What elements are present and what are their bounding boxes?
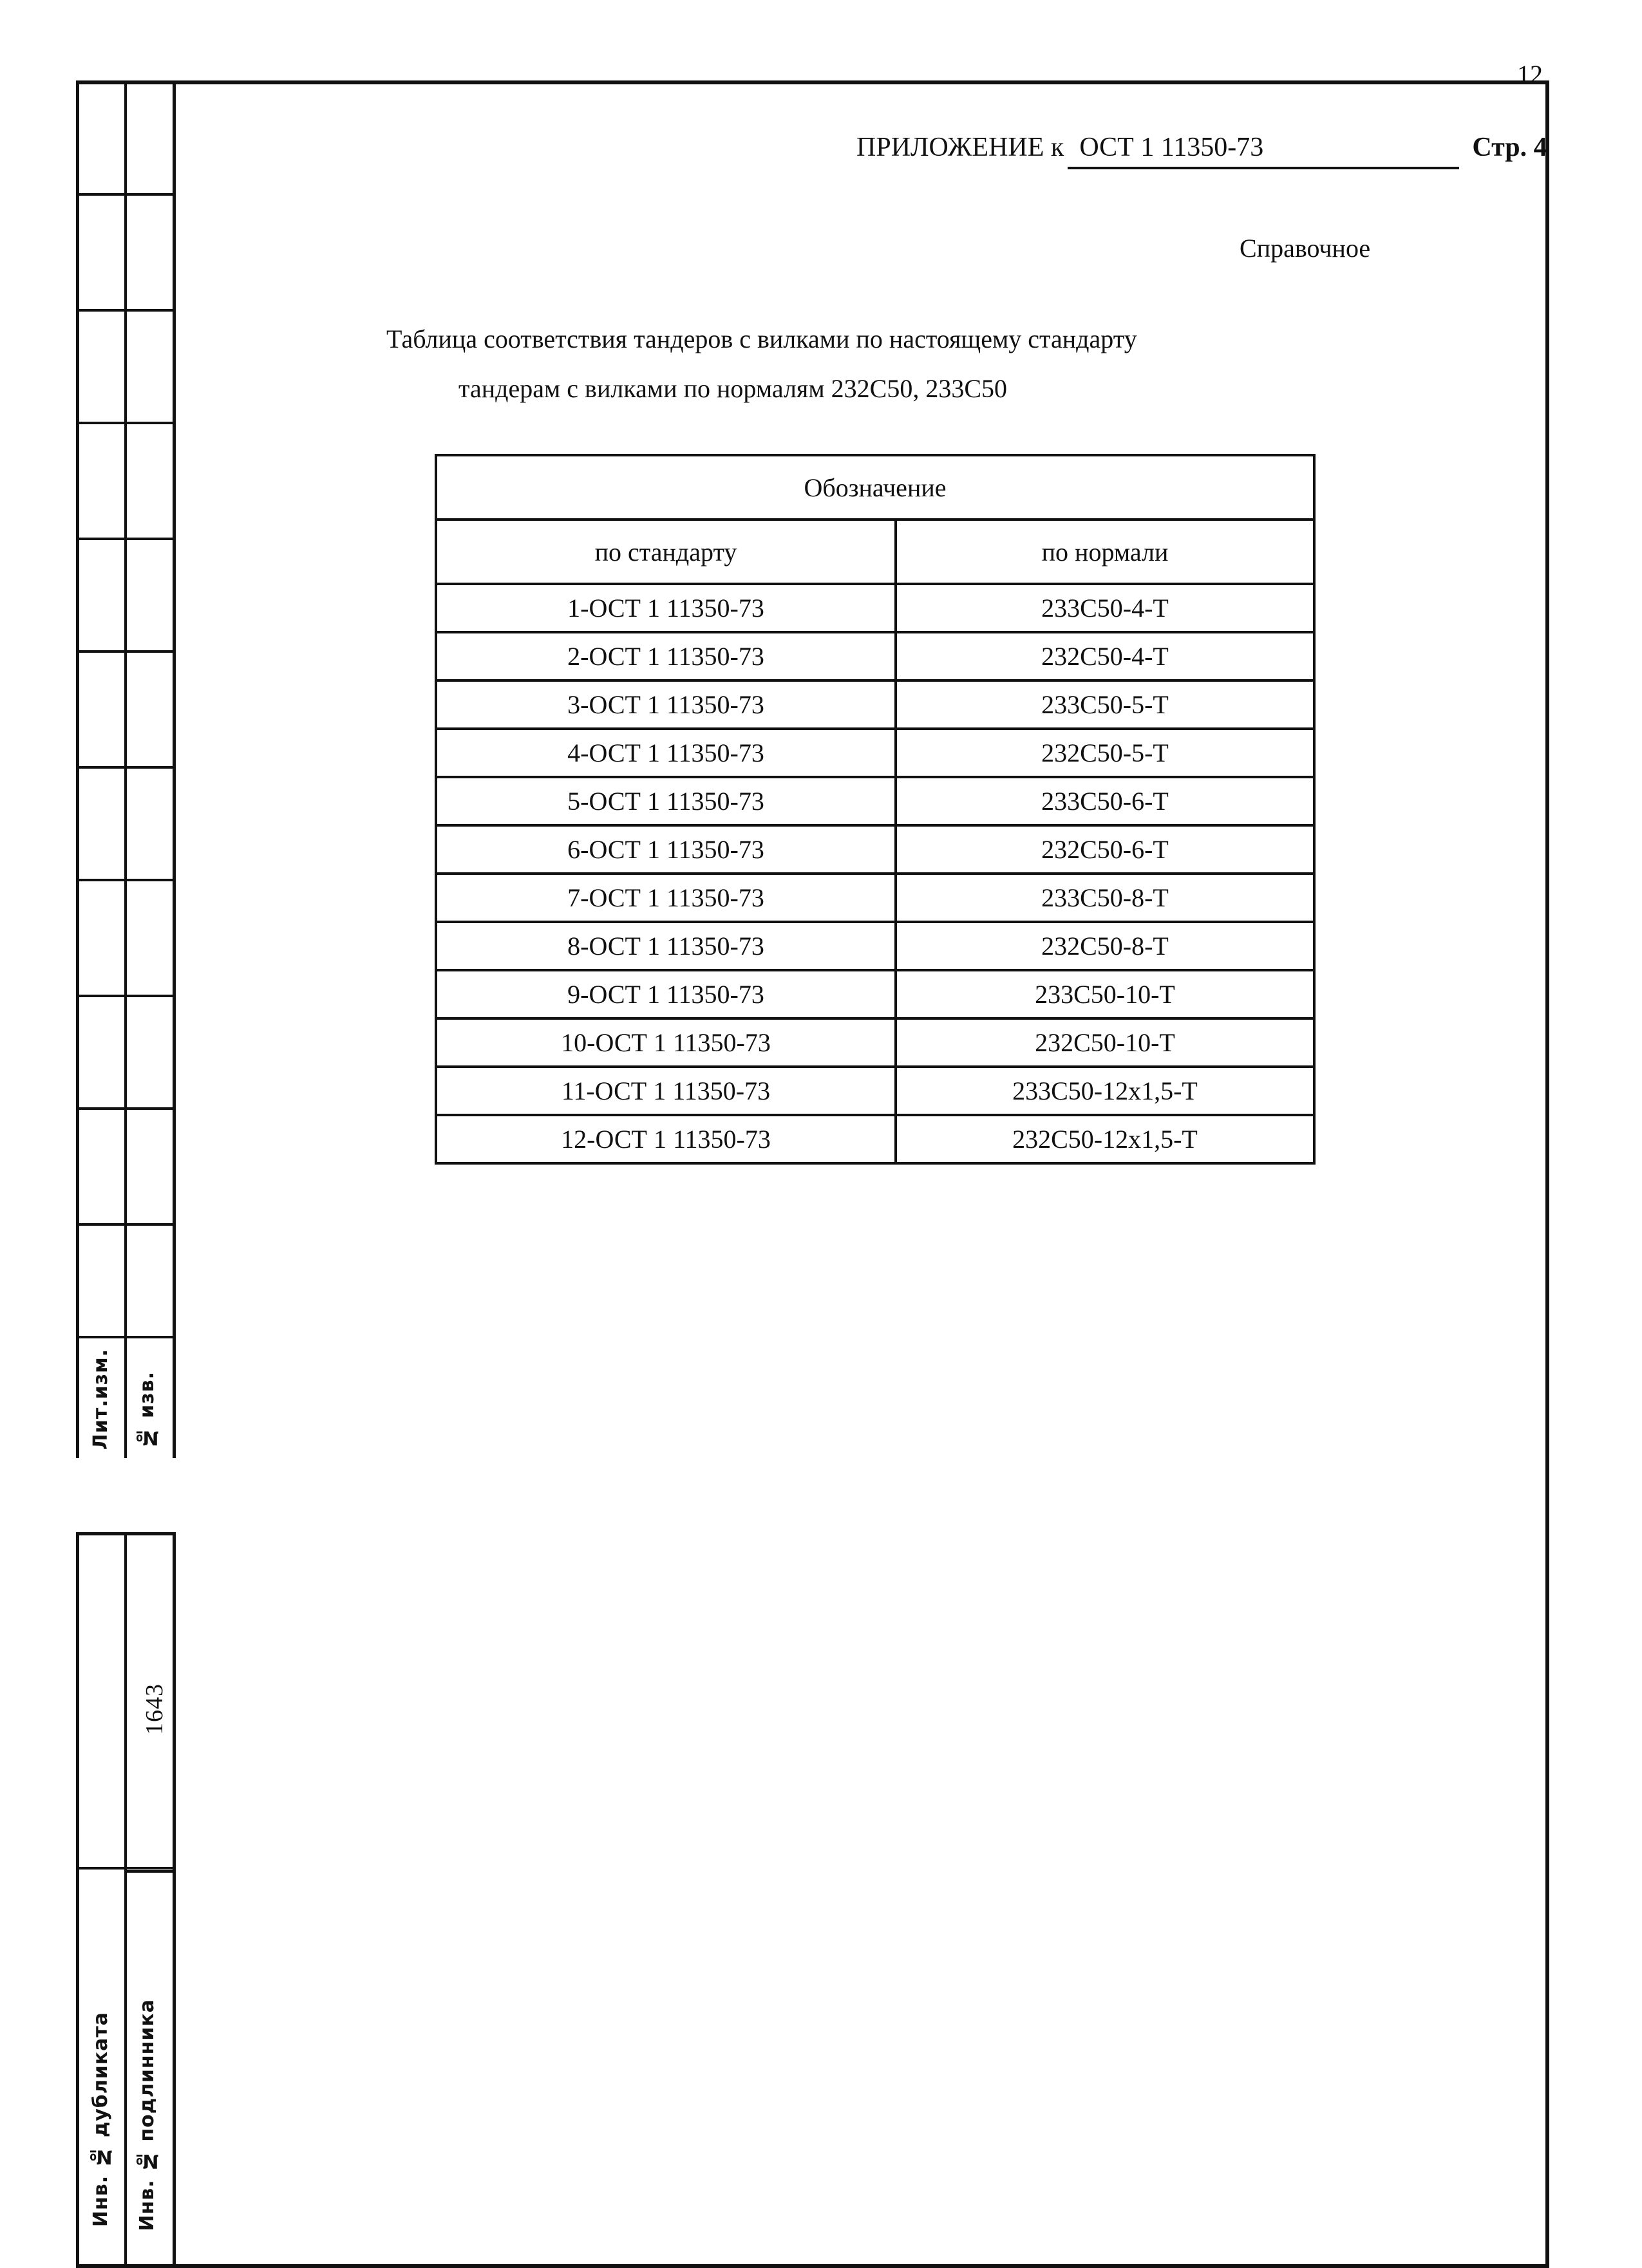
strip-cell-line [79, 1336, 173, 1338]
header-prefix: ПРИЛОЖЕНИЕ к [856, 133, 1064, 162]
table-title-line-2: тандерам с вилками по нормалям 232С50, 233С50 [458, 374, 1007, 403]
strip-cell-line [79, 879, 173, 881]
header-page-label: Стр. 4 [1472, 133, 1547, 162]
cell-standard: 12-ОСТ 1 11350-73 [436, 1115, 896, 1163]
page-header [856, 132, 1547, 169]
strip-cell-line [79, 766, 173, 769]
no-izv-label: № изв. [136, 1371, 158, 1449]
cell-norm: 233С50-12х1,5-Т [896, 1067, 1314, 1115]
page-number: 12 [1517, 60, 1543, 89]
cell-norm: 233С50-10-Т [896, 970, 1314, 1018]
table-row [436, 970, 1314, 1018]
cell-standard: 3-ОСТ 1 11350-73 [436, 680, 896, 729]
strip-divider [124, 1535, 127, 2265]
column-header-norm: по нормали [896, 520, 1314, 584]
inv-dubl-label: Инв. № дубликата [90, 2012, 112, 2227]
strip-cell-line [79, 1223, 173, 1226]
table-row [436, 874, 1314, 922]
inv-number-value: 1643 [141, 1683, 168, 1735]
margin-stamp-strip-bottom [76, 1532, 176, 2268]
cell-norm: 232С50-12х1,5-Т [896, 1115, 1314, 1163]
inv-podl-label: Инв. № подлинника [136, 1999, 158, 2231]
table-row [436, 922, 1314, 970]
strip-cell-line [79, 309, 173, 312]
table-row [436, 1067, 1314, 1115]
cell-standard: 9-ОСТ 1 11350-73 [436, 970, 896, 1018]
column-header-standard: по стандарту [436, 520, 896, 584]
cell-norm: 232С50-10-Т [896, 1018, 1314, 1067]
table-row [436, 1018, 1314, 1067]
strip-cell-line [79, 193, 173, 196]
header-standard: ОСТ 1 11350-73 [1068, 132, 1459, 169]
margin-stamp-strip-top [76, 80, 176, 1458]
cell-norm: 232С50-8-Т [896, 922, 1314, 970]
cell-standard: 4-ОСТ 1 11350-73 [436, 729, 896, 777]
cell-standard: 5-ОСТ 1 11350-73 [436, 777, 896, 825]
cell-norm: 232С50-6-Т [896, 825, 1314, 874]
table-title-line-1: Таблица соответствия тандеров с вилками по настоящему стандарту [386, 324, 1137, 353]
strip-cell-line [79, 538, 173, 540]
cell-standard: 2-ОСТ 1 11350-73 [436, 632, 896, 680]
cell-norm: 233С50-4-Т [896, 584, 1314, 632]
reference-label: Справочное [1240, 234, 1371, 263]
cell-standard: 7-ОСТ 1 11350-73 [436, 874, 896, 922]
cell-norm: 233С50-6-Т [896, 777, 1314, 825]
strip-cell-line [79, 650, 173, 653]
strip-cell-line [79, 1107, 173, 1110]
cell-standard: 8-ОСТ 1 11350-73 [436, 922, 896, 970]
page-frame [76, 80, 1549, 2268]
cell-norm: 233С50-5-Т [896, 680, 1314, 729]
table-row [436, 1115, 1314, 1163]
cell-norm: 232С50-5-Т [896, 729, 1314, 777]
cell-norm: 233С50-8-Т [896, 874, 1314, 922]
lit-izm-label: Лит.изм. [90, 1349, 112, 1450]
cell-standard: 10-ОСТ 1 11350-73 [436, 1018, 896, 1067]
strip-cell-line [79, 422, 173, 424]
table-row [436, 680, 1314, 729]
table-row [436, 729, 1314, 777]
table-row [436, 777, 1314, 825]
strip-cell-line [79, 1867, 173, 1870]
table-row [436, 632, 1314, 680]
cell-norm: 232С50-4-Т [896, 632, 1314, 680]
group-header: Обозначение [436, 455, 1314, 520]
cell-standard: 1-ОСТ 1 11350-73 [436, 584, 896, 632]
correspondence-table [435, 454, 1316, 1165]
table-row [436, 825, 1314, 874]
strip-cell-line [124, 1870, 173, 1873]
cell-standard: 11-ОСТ 1 11350-73 [436, 1067, 896, 1115]
strip-cell-line [79, 995, 173, 997]
table-row [436, 584, 1314, 632]
cell-standard: 6-ОСТ 1 11350-73 [436, 825, 896, 874]
strip-divider [124, 84, 127, 1458]
